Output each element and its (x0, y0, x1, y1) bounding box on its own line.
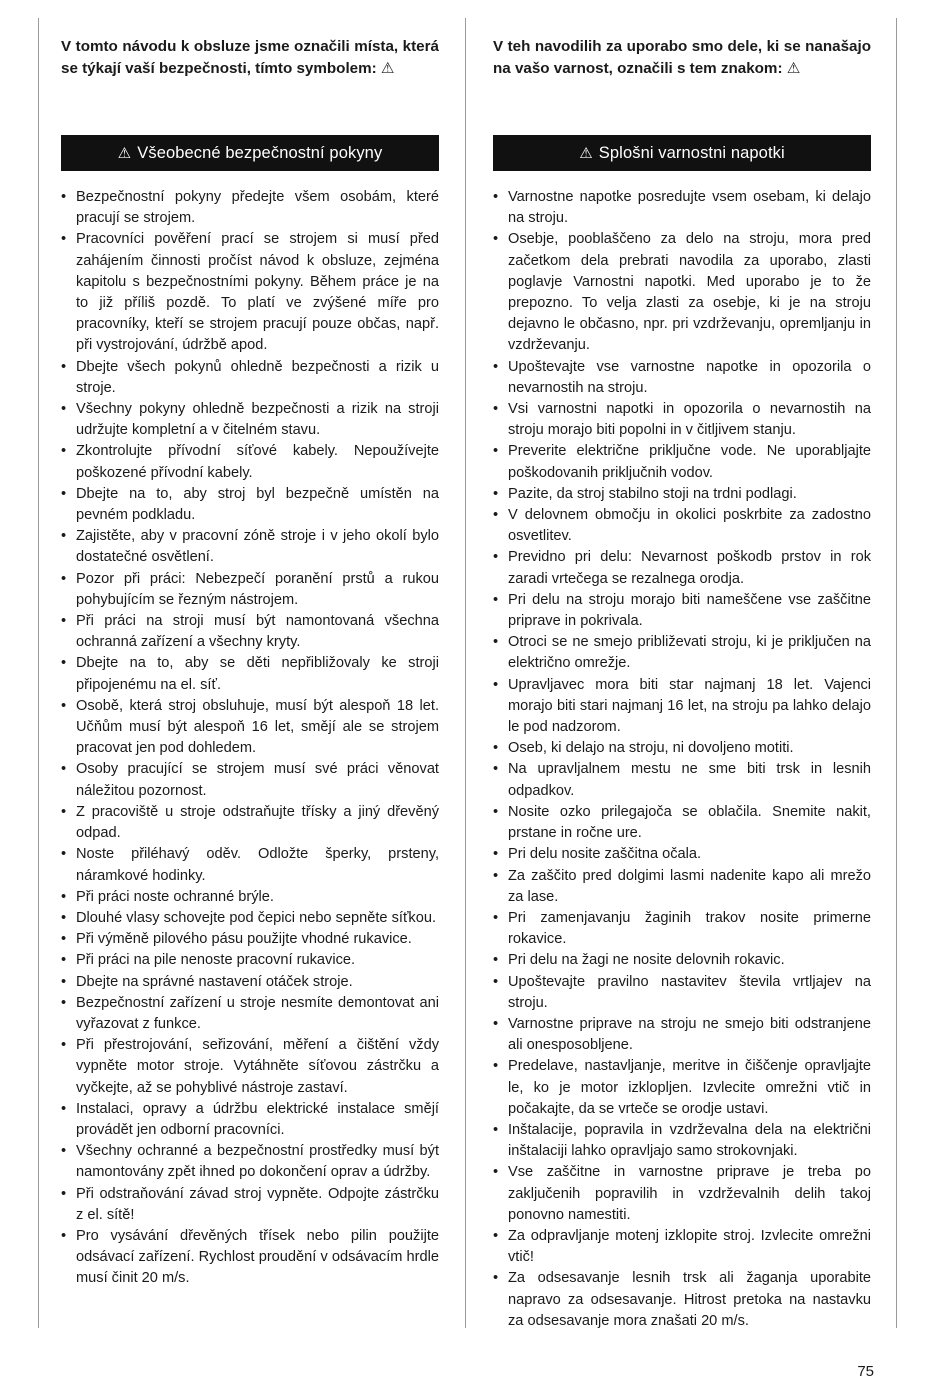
slovenian-column (493, 36, 871, 1332)
list-item: • Pracovníci pověření prací se strojem si musí před zahájením činnosti pročíst návod k obsluze, zejména kapitolu s bezpečnostními pokyny. Během práce je na to již příliš pozdě. To platí ve zvýšené míře pro pracovníky, kteří se strojem pracují pouze občas, např. při vystrojování, údržbě apod. (61, 229, 439, 356)
list-item: • Vsi varnostni napotki in opozorila o nevarnostih na stroju morajo biti popolni in v čitljivem stanju. (493, 399, 871, 441)
list-item: • Pri zamenjavanju žaginih trakov nosite primerne rokavice. (493, 908, 871, 950)
list-item: • Za odpravljanje motenj izklopite stroj. Izvlecite omrežni vtič! (493, 1226, 871, 1268)
list-item: • Na upravljalnem mestu ne sme biti trsk in lesnih odpadkov. (493, 759, 871, 801)
list-item: • Dbejte na to, aby se děti nepřibližovaly ke stroji připojenému na el. síť. (61, 653, 439, 695)
list-item: • Bezpečnostní pokyny předejte všem osobám, které pracují se strojem. (61, 187, 439, 229)
list-item: • Upravljavec mora biti star najmanj 18 let. Vajenci morajo biti stari najmanj 16 let, na stroju pa lahko delajo le pod nadzorom. (493, 675, 871, 739)
list-item: • Dbejte všech pokynů ohledně bezpečnosti a rizik u stroje. (61, 357, 439, 399)
list-item: • Previdno pri delu: Nevarnost poškodb prstov in rok zaradi vrtečega se rezalnega orodja. (493, 547, 871, 589)
left-margin-rule (38, 18, 39, 1328)
warning-triangle-icon: ⚠ (117, 145, 132, 162)
list-item: • Při odstraňování závad stroj vypněte. Odpojte zástrčku z el. sítě! (61, 1184, 439, 1226)
list-item: • Otroci se ne smejo približevati stroju, ki je priključen na električno omrežje. (493, 632, 871, 674)
right-margin-rule (896, 18, 897, 1328)
warning-triangle-icon: ⚠ (579, 145, 593, 162)
list-item: • Varnostne napotke posredujte vsem osebam, ki delajo na stroju. (493, 187, 871, 229)
list-item: • Pri delu nosite zaščitna očala. (493, 844, 871, 865)
list-item: • Bezpečnostní zařízení u stroje nesmíte demontovat ani vyřazovat z funkce. (61, 993, 439, 1035)
slovenian-heading: Splošni varnostni napotki (598, 143, 785, 162)
list-item: • Upoštevajte pravilno nastavitev števila vrtljajev na stroju. (493, 972, 871, 1014)
list-item: • Pozor při práci: Nebezpečí poranění prstů a rukou pohybujícím se řezným nástrojem. (61, 569, 439, 611)
list-item: • Zkontrolujte přívodní síťové kabely. Nepoužívejte poškozené přívodní kabely. (61, 441, 439, 483)
list-item: • Osoby pracující se strojem musí své práci věnovat náležitou pozornost. (61, 759, 439, 801)
list-item: • Osobě, která stroj obsluhuje, musí být alespoň 18 let. Učňům musí být alespoň 16 let, smějí ale se strojem pracovat jen pod dohledem. (61, 696, 439, 760)
list-item: • Za zaščito pred dolgimi lasmi nadenite kapo ali mrežo za lase. (493, 866, 871, 908)
list-item: • Preverite električne priključne vode. Ne uporabljajte poškodovanih priključnih vodov. (493, 441, 871, 483)
center-divider-rule (465, 18, 466, 1328)
list-item: • Nosite ozko prilegajoča se oblačila. Snemite nakit, prstane in ročne ure. (493, 802, 871, 844)
list-item: • Pazite, da stroj stabilno stoji na trdni podlagi. (493, 484, 871, 505)
list-item: • Vse zaščitne in varnostne priprave je treba po zaključenih popravilih in vzdrževalnih delih takoj ponovno namestiti. (493, 1162, 871, 1226)
list-item: • Instalaci, opravy a údržbu elektrické instalace smějí provádět jen odborní pracovníci. (61, 1099, 439, 1141)
list-item: • Dlouhé vlasy schovejte pod čepici nebo sepněte síťkou. (61, 908, 439, 929)
list-item: • Pri delu na žagi ne nosite delovnih rokavic. (493, 950, 871, 971)
list-item: • Za odsesavanje lesnih trsk ali žaganja uporabite napravo za odsesavanje. Hitrost pretoka na nastavku za odsesavanje mora znašati 20 m/s. (493, 1268, 871, 1332)
list-item: • Dbejte na to, aby stroj byl bezpečně umístěn na pevném podkladu. (61, 484, 439, 526)
list-item: • Všechny pokyny ohledně bezpečnosti a rizik na stroji udržujte kompletní a v čitelném stavu. (61, 399, 439, 441)
page-number: 75 (857, 1363, 874, 1380)
slovenian-safety-list (493, 187, 871, 1332)
czech-heading: Všeobecné bezpečnostní pokyny (137, 143, 383, 162)
list-item: • Při přestrojování, seřizování, měření a čištění vždy vypněte motor stroje. Vytáhněte síťovou zástrčku a vyčkejte, až se pohyblivé nástroje zastaví. (61, 1035, 439, 1099)
list-item: • V delovnem območju in okolici poskrbite za zadostno osvetlitev. (493, 505, 871, 547)
list-item: • Při práci noste ochranné brýle. (61, 887, 439, 908)
list-item: • Zajistěte, aby v pracovní zóně stroje i v jeho okolí bylo dostatečné osvětlení. (61, 526, 439, 568)
list-item: • Při výměně pilového pásu použijte vhodné rukavice. (61, 929, 439, 950)
list-item: • Inštalacije, popravila in vzdrževalna dela na električni inštalaciji lahko opravljajo samo strokovnjaki. (493, 1120, 871, 1162)
list-item: • Varnostne priprave na stroju ne smejo biti odstranjene ali onesposobljene. (493, 1014, 871, 1056)
list-item: • Dbejte na správné nastavení otáček stroje. (61, 972, 439, 993)
list-item: • Pro vysávání dřevěných třísek nebo pilin použijte odsávací zařízení. Rychlost proudění v odsávacím hrdle musí činit 20 m/s. (61, 1226, 439, 1290)
list-item: • Noste přiléhavý oděv. Odložte šperky, prsteny, náramkové hodinky. (61, 844, 439, 886)
list-item: • Při práci na pile nenoste pracovní rukavice. (61, 950, 439, 971)
czech-safety-list (61, 187, 439, 1290)
list-item: • Predelave, nastavljanje, meritve in čiščenje opravljajte le, ko je motor izklopljen. Izvlecite omrežni vtič in počakajte, da se vrteče se orodje ustavi. (493, 1056, 871, 1120)
list-item: • Z pracoviště u stroje odstraňujte třísky a jiný dřevěný odpad. (61, 802, 439, 844)
list-item: • Upoštevajte vse varnostne napotke in opozorila o nevarnostih na stroju. (493, 357, 871, 399)
list-item: • Oseb, ki delajo na stroju, ni dovoljeno motiti. (493, 738, 871, 759)
slovenian-intro: V teh navodilih za uporabo smo dele, ki se nanašajo na vašo varnost, označili s tem znakom: ⚠ (493, 38, 871, 77)
list-item: • Všechny ochranné a bezpečnostní prostředky musí být namontovány zpět ihned po dokončení oprav a údržby. (61, 1141, 439, 1183)
czech-heading-bar (61, 135, 439, 171)
list-item: • Pri delu na stroju morajo biti nameščene vse zaščitne priprave in pokrivala. (493, 590, 871, 632)
czech-column (61, 36, 439, 1290)
list-item: • Při práci na stroji musí být namontovaná všechna ochranná zařízení a všechny kryty. (61, 611, 439, 653)
list-item: • Osebje, pooblaščeno za delo na stroju, mora pred začetkom dela prebrati navodila za uporabo, zlasti poglavje Varnostni napotki. Med uporabo je to že prepozno. To velja zlasti za osebje, ki je na stroju dejavno le občasno, npr. pri vzdrževanju, opremljanju in vzdrževanju. (493, 229, 871, 356)
slovenian-heading-bar (493, 135, 871, 171)
czech-intro: V tomto návodu k obsluze jsme označili místa, která se týkají vaší bezpečnosti, tímto symbolem: ⚠ (61, 38, 439, 77)
